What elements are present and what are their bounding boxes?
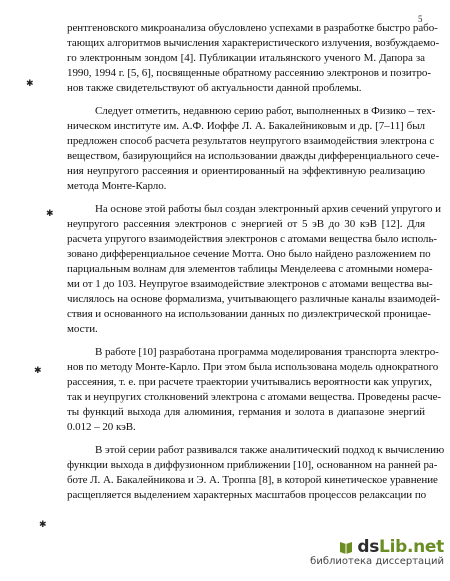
text-line: боте Л. А. Бакалейникова и Э. А. Троппа [8], в которой кинетическое уравнение	[67, 474, 438, 486]
paragraph-2	[67, 104, 440, 194]
margin-mark-3: ✱	[34, 366, 42, 376]
page-number: 5	[418, 14, 423, 24]
text-line: нов также свидетельствуют об актуальности данной проблемы.	[67, 82, 362, 94]
margin-mark-1: ✱	[26, 79, 34, 89]
text-line: неупругого рассеяния электронов с энергией от 5 эВ до 30 кэВ [12]. Для	[67, 218, 425, 230]
text-line: нов по методу Монте-Карло. При этом была использована модель однократного	[67, 361, 439, 373]
text-line: рассеяния, т. е. при расчете траектории учитывались вероятности как упругих,	[67, 376, 433, 388]
text-line: веществом, базирующийся на использовании дважды дифференциального сече-	[67, 150, 440, 162]
text-line: расщепляется выделением характерных масштабов процессов релаксации по	[67, 489, 427, 501]
text-line: В работе [10] разработана программа моделирования транспорта электро-	[95, 346, 439, 358]
text-line: предложен способ расчета результатов неупругого взаимодействия электрона с	[67, 135, 435, 147]
text-line: так и неупругих столкновений электрона с атомами вещества. Проведены расче-	[67, 391, 442, 403]
margin-mark-4: ✱	[39, 520, 47, 530]
text-line: расчета упругого взаимодействия электронов с атомами вещества было исполь-	[67, 233, 438, 245]
text-line: зовано дифференциальное сечение Мотта. Оно было найдено разложением по	[67, 248, 431, 260]
paragraph-5	[67, 443, 445, 503]
watermark-title-rest: Lib.net	[379, 537, 444, 557]
text-line: метода Монте-Карло.	[67, 180, 167, 192]
text-line: функции выхода в диффузионном приближении [10], основанном на ранней ра-	[67, 459, 438, 471]
text-line: 0.012 – 20 кэВ.	[67, 421, 136, 433]
text-line: мости.	[67, 323, 98, 335]
paragraph-4	[67, 345, 442, 435]
text-line: 1990, 1994 г. [5, 6], посвященные обратному рассеянию электронов и позитро-	[67, 67, 431, 79]
watermark-title-prefix: ds	[357, 537, 380, 557]
document-body	[67, 21, 445, 503]
watermark	[294, 537, 444, 577]
margin-mark-2: ✱	[46, 209, 54, 219]
text-line: ты функций выхода для алюминия, германия и золота в диапазоне энергий	[67, 406, 425, 418]
text-line: го электронным зондом [4]. Публикации итальянского ученого М. Дапора за	[67, 52, 425, 64]
text-line: рентгеновского микроанализа обусловлено успехами в разработке быстро рабо-	[67, 22, 438, 34]
watermark-subtitle: библиотека диссертаций	[310, 556, 444, 567]
text-line: парциальным волнам для элементов таблицы Менделеева с атомными номера-	[67, 263, 433, 275]
text-line: ми от 1 до 103. Неупругое взаимодействие электронов с атомами вещества вы-	[67, 278, 433, 290]
book-logo-icon	[338, 539, 354, 555]
text-line: числялось на основе формализма, учитывающего различные каналы взаимодей-	[67, 293, 440, 305]
text-line: тающих алгоритмов вычисления характеристического излучения, возбуждаемо-	[67, 37, 440, 49]
text-line: ническом институте им. А.Ф. Иоффе Л. А. Бакалейниковым и др. [7–11] был	[67, 120, 425, 132]
text-line: Следует отметить, недавнюю серию работ, выполненных в Физико – тех-	[95, 105, 436, 117]
paragraph-3	[67, 202, 441, 337]
text-line: В этой серии работ развивался также аналитический подход к вычислению	[95, 444, 445, 456]
paragraph-1	[67, 21, 440, 96]
text-line: ствия и основанного на использовании данных по диэлектрической проницае-	[67, 308, 431, 320]
text-line: ния неупругого рассеяния и ориентированный на эффективную реализацию	[67, 165, 425, 177]
text-line: На основе этой работы был создан электронный архив сечений упругого и	[95, 203, 441, 215]
watermark-title	[357, 537, 444, 557]
